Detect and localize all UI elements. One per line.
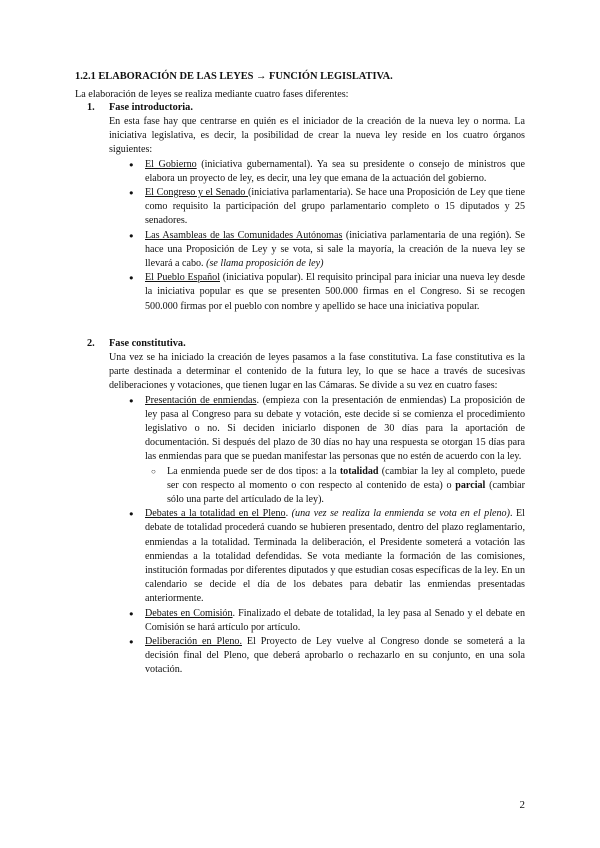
- bullet-debates-totalidad-term: Debates a la totalidad en el Pleno: [145, 508, 286, 520]
- bullet-debates-totalidad: ● Debates a la totalidad en el Pleno. (una vez se realiza la enmienda se vota en el pleno). El debate de totalidad procederá cuando se hubieren presentado, dentro del plazo reglamentario, enmiendas a la totalidad. Terminada la deliberación, el Presidente someterá a votación las enmiendas a la totalidad defendidas. Se vota mediante la formación de las comisiones, institución formadas por diferentes diputados y que estudian cosas específicas de la ley. En un calendario se decide el día de los debates para debatir las enmiendas presentadas anteriormente.: [145, 507, 525, 606]
- page-number: 2: [519, 799, 525, 811]
- parcial-term: parcial: [455, 479, 486, 491]
- bullet-gobierno-term: El Gobierno: [145, 158, 197, 170]
- bullet-debates-totalidad-text: . El debate de totalidad procederá cuando se hubieren presentado, dentro del plazo reglamentario, enmiendas a la totalidad. Terminada la deliberación, el Presidente someterá a votación las enmiendas a la totalidad defendidas. Se vota mediante la formación de las comisiones, institución formadas por diferentes diputados y que estudian cosas específicas de la ley. En un calendario se decide el día de los debates para debatir las enmiendas presentadas anteriormente.: [145, 508, 525, 605]
- phase-2-title: [87, 337, 525, 351]
- bullet-asambleas-term: Las Asambleas de las Comunidades Autónomas: [145, 229, 343, 241]
- bullet-pueblo-term: El Pueblo Español: [145, 272, 220, 284]
- phase-1-title: [87, 101, 525, 115]
- phase-2-number: 2.: [87, 338, 95, 349]
- totalidad-term: totalidad: [339, 465, 379, 477]
- bullet-gobierno: [145, 158, 525, 186]
- phase-1-title-text: Fase introductoria.: [109, 102, 193, 113]
- section-heading: 1.2.1 ELABORACIÓN DE LAS LEYES → FUNCIÓN LEGISLATIVA.: [75, 71, 393, 82]
- phase-1-paragraph: En esta fase hay que centrarse en quién es el iniciador de la creación de la nueva ley o norma. La iniciativa legislativa, es decir, la posibilidad de crear la nueva ley reside en los cuatro órganos siguientes:: [109, 116, 525, 156]
- phase-2-title-text: Fase constitutiva.: [109, 338, 186, 349]
- bullet-debates-comision-text: . Finalizado el debate de totalidad, la ley pasa al Senado y el debate en Comisión se hará artículo por artículo.: [145, 607, 525, 633]
- enmienda-types-item: ○ La enmienda puede ser de dos tipos: a la totalidad (cambiar la ley al completo, puede ser con respecto al momento o con respecto al contenido de esta) o parcial (cambiar sólo una parte del artículado de la ley).: [167, 465, 525, 508]
- bullet-asambleas: [145, 229, 525, 272]
- phase-2-paragraph: Una vez se ha iniciado la creación de leyes pasamos a la fase constitutiva. La fase constitutiva es la parte destinada a determinar el contenido de la futura ley, lo que se hace a través de sucesivas deliberaciones y votaciones, que tienen lugar en las Cámaras. Se divide a su vez en cuatro fases:: [109, 352, 525, 392]
- bullet-congreso-text: (iniciativa parlamentaria). Se hace una Proposición de Ley que tiene como requisito la participación del grupo parlamentario completo o 15 diputados y 25 senadores.: [145, 187, 525, 227]
- bullet-pueblo-text: (iniciativa popular). El requisito principal para iniciar una nueva ley desde la iniciativa popular es que se presenten 500.000 firmas en el Congreso. Si se recogen 500.000 firmas por el pueblo con nombre y apellido se hace una iniciativa popular.: [145, 272, 525, 312]
- bullet-debates-comision: [145, 607, 525, 635]
- bullet-asambleas-text: (iniciativa parlamentaria de una región). Se hace una Proposición de Ley y se vota, si sale la mayoría, la creación de la nueva ley se llevará a cabo.: [145, 229, 526, 270]
- bullet-presentacion-text: . (empieza con la presentación de enmiendas) La proposición de ley pasa al Congreso para su debate y votación, este decide si se comienza el procedimiento legislativo o no. Si deciden iniciarlo disponen de 30 días para la aportación de documentación. Si después del plazo de 30 días no hay una respuesta se otorgan 15 días para las enmiendas para que se puedan manifestar las personas que no estén de acuerdo con la ley.: [145, 394, 526, 463]
- bullet-asambleas-note: (se llama proposición de ley): [206, 258, 324, 270]
- bullet-presentacion-enmiendas: [145, 394, 525, 508]
- bullet-deliberacion-term: Deliberación en Pleno.: [145, 636, 242, 648]
- bullet-deliberacion-text: El Proyecto de Ley vuelve al Congreso donde se someterá a la decisión final del Pleno, que deberá aprobarlo o rechazarlo en su conjunto, en una sola votación.: [145, 636, 525, 676]
- bullet-congreso-term: El Congreso y el Senado: [145, 187, 248, 199]
- bullet-presentacion-term: Presentación de enmiendas: [145, 394, 257, 406]
- bullet-pueblo: [145, 271, 525, 314]
- bullet-gobierno-text: (iniciativa gubernamental). Ya sea su presidente o consejo de ministros que elabora un proyecto de ley, es decir, una ley que emana de la actuación del gobierno.: [145, 158, 525, 184]
- phase-1-bullet-list: [87, 158, 525, 314]
- enmienda-sub-list: [145, 465, 525, 508]
- bullet-debates-comision-term: Debates en Comisión: [145, 607, 233, 619]
- phase-2-bullet-list: [87, 394, 525, 678]
- phase-1-number: 1.: [87, 102, 95, 113]
- bullet-deliberacion-pleno: [145, 635, 525, 678]
- bullet-debates-totalidad-note: (una vez se realiza la enmienda se vota en el pleno): [291, 508, 510, 520]
- bullet-congreso-senado: [145, 186, 525, 229]
- intro-text: La elaboración de leyes se realiza mediante cuatro fases diferentes:: [75, 89, 349, 100]
- section-phase-1: [87, 101, 525, 314]
- section-phase-2: [87, 337, 525, 678]
